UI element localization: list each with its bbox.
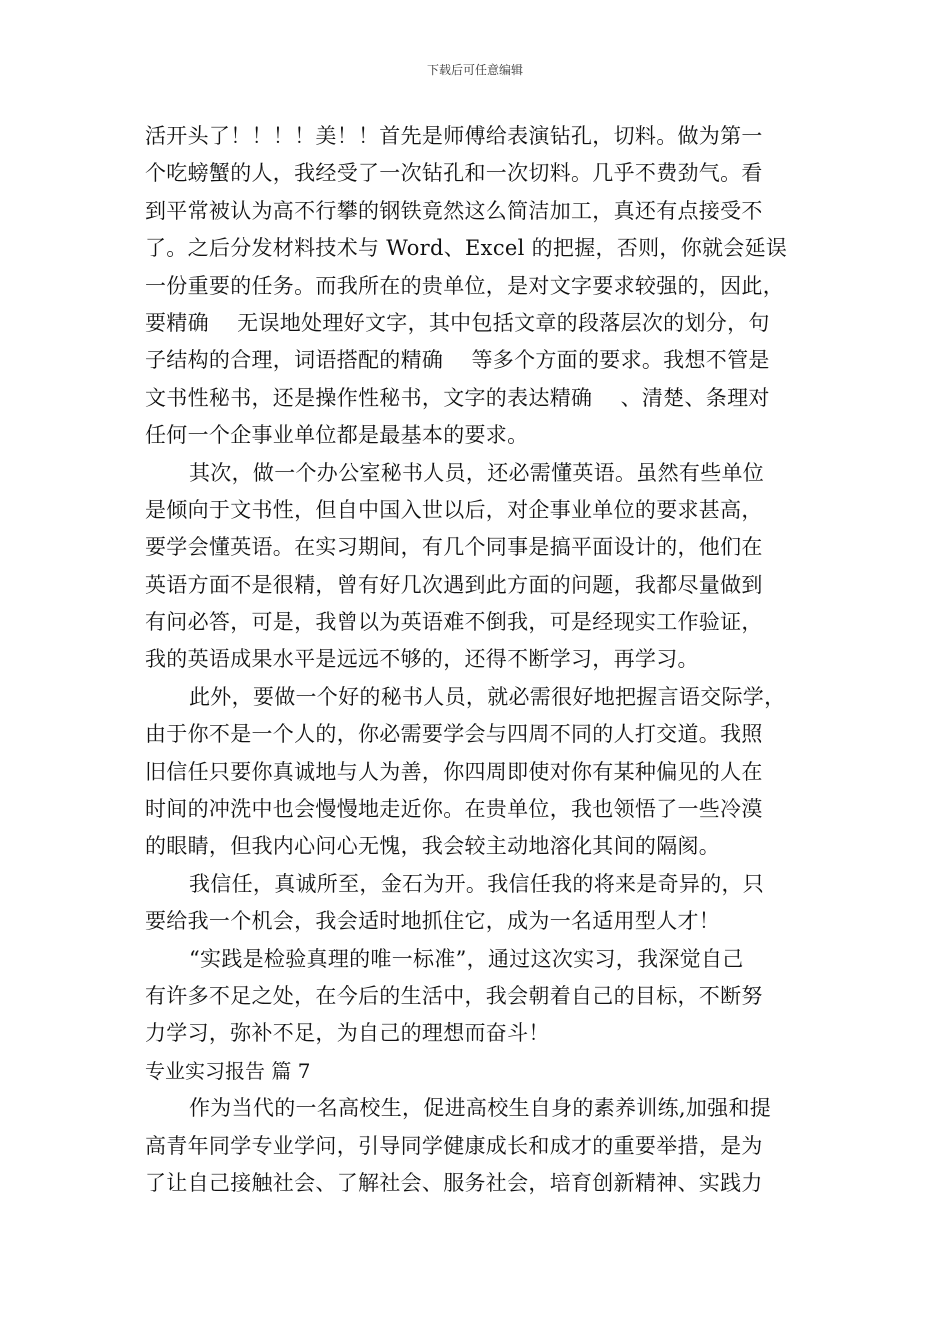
text-line: 个吃螃蟹的人，我经受了一次钻孔和一次切料。几乎不费劲气。看	[145, 161, 763, 186]
paragraph	[145, 679, 817, 866]
text-line: 有问必答，可是，我曾以为英语难不倒我，可是经现实工作验证，	[145, 610, 763, 635]
text-line: 任何一个企事业单位都是最基本的要求。	[145, 423, 529, 448]
text-line: 力学习，弥补不足，为自己的理想而奋斗！	[145, 1021, 550, 1046]
text-line: 我的英语成果水平是远远不够的，还得不断学习，再学习。	[145, 647, 699, 672]
text-line: 子结构的合理，词语搭配的精确 等多个方面的要求。我想不管是	[145, 348, 770, 373]
text-line: “实践是检验真理的唯一标准”，通过这次实习，我深觉自己	[189, 946, 744, 971]
text-line: 要精确 无误地处理好文字，其中包括文章的段落层次的划分，句	[145, 310, 770, 335]
document-body	[145, 118, 817, 1202]
paragraph	[145, 866, 817, 941]
text-line: 一份重要的任务。而我所在的贵单位，是对文字要求较强的，因此，	[145, 273, 784, 298]
text-line: 要学会懂英语。在实习期间，有几个同事是搞平面设计的，他们在	[145, 535, 763, 560]
text-line: 高青年同学专业学问，引导同学健康成长和成才的重要举措，是为	[145, 1133, 763, 1158]
text-line: 我信任，真诚所至，金石为开。我信任我的将来是奇异的，只	[189, 871, 765, 896]
text-line: 由于你不是一个人的，你必需要学会与四周不同的人打交道。我照	[145, 722, 763, 747]
text-line: 活开头了！！！！美！！首先是师傅给表演钻孔，切料。做为第一	[145, 124, 763, 148]
text-line: 有许多不足之处，在今后的生活中，我会朝着自己的目标，不断努	[145, 983, 763, 1008]
paragraph	[145, 941, 817, 1053]
text-line: 时间的冲洗中也会慢慢地走近你。在贵单位，我也领悟了一些冷漠	[145, 797, 763, 822]
paragraph	[145, 118, 817, 455]
page-header: 下载后可任意编辑	[426, 63, 523, 77]
text-line: 英语方面不是很精，曾有好几次遇到此方面的问题，我都尽量做到	[145, 572, 763, 597]
text-line: 其次，做一个办公室秘书人员，还必需懂英语。虽然有些单位	[189, 460, 765, 485]
text-line: 此外，要做一个好的秘书人员，就必需很好地把握言语交际学，	[189, 684, 786, 709]
text-line: 作为当代的一名高校生，促进高校生自身的素养训练,加强和提	[189, 1096, 772, 1121]
text-line: 了让自己接触社会、了解社会、服务社会，培育创新精神、实践力	[145, 1170, 763, 1195]
section-heading: 专业实习报告 篇 7	[145, 1058, 311, 1083]
text-line: 了。之后分发材料技术与 Word、Excel 的把握，否则，你就会延误	[145, 236, 788, 261]
paragraph	[145, 1090, 817, 1202]
text-line: 旧信任只要你真诚地与人为善，你四周即使对你有某种偏见的人在	[145, 759, 763, 784]
text-line: 的眼睛，但我内心问心无愧，我会较主动地溶化其间的隔阂。	[145, 834, 721, 859]
text-line: 是倾向于文书性，但自中国入世以后，对企事业单位的要求甚高，	[145, 497, 763, 522]
paragraph	[145, 455, 817, 679]
text-line: 文书性秘书，还是操作性秘书，文字的表达精确 、清楚、条理对	[145, 385, 770, 410]
text-line: 到平常被认为高不行攀的钢铁竟然这么简洁加工，真还有点接受不	[145, 198, 763, 223]
text-line: 要给我一个机会，我会适时地抓住它，成为一名适用型人才！	[145, 909, 721, 934]
